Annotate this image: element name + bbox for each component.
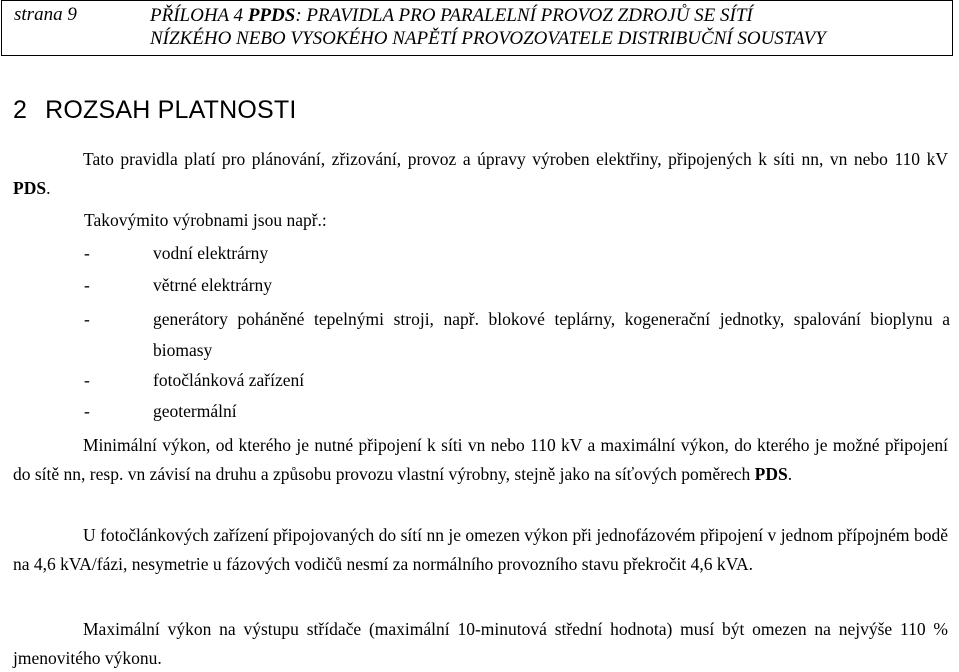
header-title	[150, 4, 826, 50]
paragraph-photovoltaic	[13, 521, 948, 578]
list-intro: Takovýmito výrobnami jsou např.:	[84, 210, 327, 230]
list-item-text: větrné elektrárny	[153, 275, 273, 295]
list-item-text: fotočlánková zařízení	[153, 370, 305, 390]
list-dash: -	[84, 370, 90, 390]
list-item-text: vodní elektrárny	[153, 243, 269, 263]
list-dash: -	[84, 243, 90, 263]
paragraph-photovoltaic-text: U fotočlánkových zařízení připojovaných do sítí nn je omezen výkon při jednofázovém připojení v jednom přípojném bodě na 4,6 kVA/fázi, nesymetrie u fázových vodičů nesmí za normálního provozního stavu překročit 4,6 kVA.	[13, 525, 948, 574]
header-title-line1	[150, 4, 826, 27]
paragraph-inverter-text: Maximální výkon na výstupu střídače (maximální 10-minutová střední hodnota) musí být omezen na nejvýše 110 % jmenovitého výkonu.	[13, 619, 948, 668]
list-item	[84, 270, 950, 301]
list-item	[84, 238, 950, 269]
list-item	[84, 365, 950, 396]
section-heading	[13, 96, 297, 125]
paragraph-power-limits	[13, 431, 948, 488]
paragraph-scope-text: Tato pravidla platí pro plánování, zřizování, provoz a úpravy výroben elektřiny, připojených k síti nn, vn nebo 110 kV	[83, 149, 948, 169]
page-header	[1, 0, 953, 56]
list-item	[84, 304, 950, 366]
header-title-prefix: PŘÍLOHA 4	[150, 5, 248, 26]
section-title: ROZSAH PLATNOSTI	[45, 96, 297, 124]
section-number: 2	[13, 96, 28, 124]
paragraph-power-limits-bold: PDS	[754, 463, 788, 484]
list-item-text: generátory poháněné tepelnými stroji, např. blokové teplárny, kogenerační jednotky, spalování bioplynu a biomasy	[153, 309, 950, 360]
header-title-bold: PPDS	[247, 5, 296, 26]
header-title-line2: NÍZKÉHO NEBO VYSOKÉHO NAPĚTÍ PROVOZOVATELE DISTRIBUČNÍ SOUSTAVY	[150, 28, 826, 49]
paragraph-scope	[13, 145, 948, 202]
list-dash: -	[84, 275, 90, 295]
list-dash: -	[84, 401, 90, 421]
list-item	[84, 396, 950, 427]
list-dash: -	[84, 309, 90, 329]
page-number: strana 9	[14, 4, 77, 25]
paragraph-scope-end: .	[46, 177, 51, 198]
paragraph-power-limits-text: Minimální výkon, od kterého je nutné připojení k síti vn nebo 110 kV a maximální výkon, do kterého je možné připojení do sítě nn, resp. vn závisí na druhu a způsobu provozu vlastní výrobny, stejně jako na síťových poměrech	[13, 435, 948, 484]
paragraph-inverter	[13, 615, 948, 672]
header-title-rest: : PRAVIDLA PRO PARALELNÍ PROVOZ ZDROJŮ SE SÍTÍ	[295, 5, 753, 26]
paragraph-power-limits-end: .	[787, 463, 793, 484]
list-item-text: geotermální	[153, 401, 237, 421]
paragraph-scope-bold: PDS	[13, 177, 47, 198]
